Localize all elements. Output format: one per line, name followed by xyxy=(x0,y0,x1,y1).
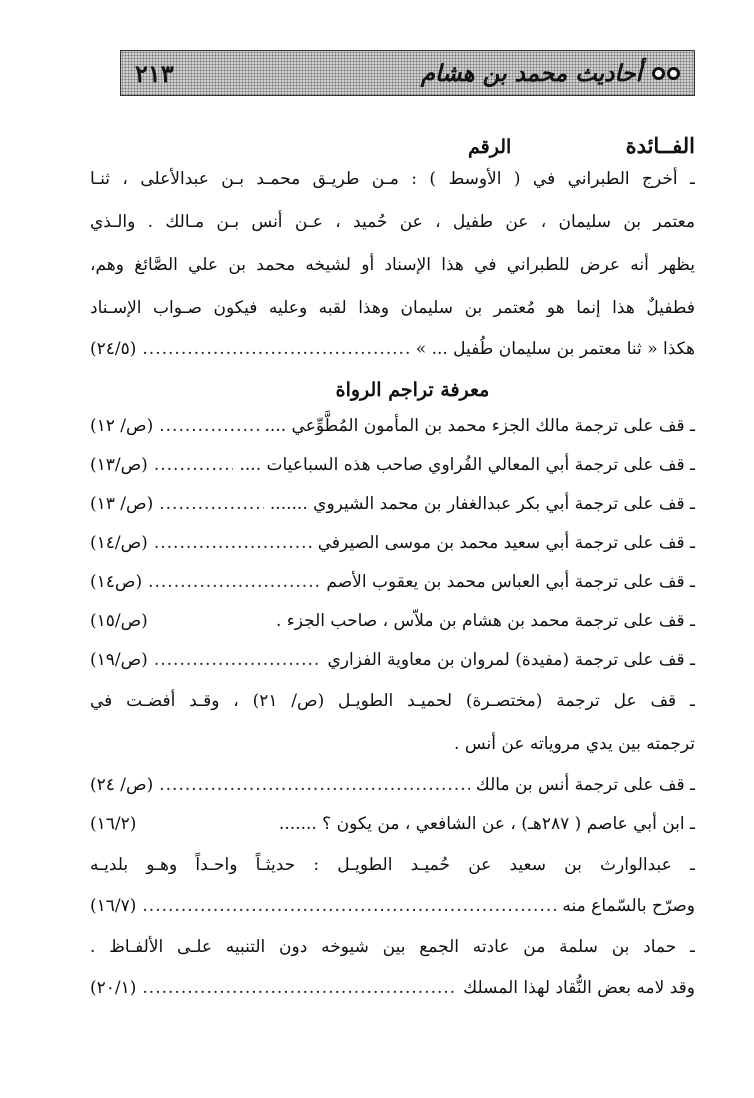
entry-reference: (٢٠/١) xyxy=(90,978,137,998)
index-entry xyxy=(90,524,695,563)
entry-reference: (١٦/٢) xyxy=(90,814,137,834)
entry-warith-line1: ـ عبدالوارث بن سعيد عن حُميـد الطويـل : حديثـاً واحـداً وهـو بلديـه xyxy=(90,855,695,875)
column-headings xyxy=(90,118,695,158)
leader-dots xyxy=(154,446,234,485)
intro-reference: (٢٤/٥) xyxy=(90,339,137,359)
header-title: أحاديث محمد بن هشام xyxy=(420,59,642,87)
entry-reference: (ص/١٩) xyxy=(90,650,148,670)
index-entry xyxy=(90,766,695,805)
leader-dots xyxy=(142,887,556,926)
section-title: معرفة تراجم الرواة xyxy=(335,379,490,401)
page-number: ٢١٣ xyxy=(135,58,174,88)
running-header xyxy=(120,50,695,96)
index-entry xyxy=(90,407,695,446)
entry-text: ـ ابن أبي عاصم ( ٢٨٧هـ) ، عن الشافعي ، من يكون ؟ ....... xyxy=(278,814,695,834)
entry-text: ـ قف على ترجمة أبي سعيد محمد بن موسى الصيرفي xyxy=(317,533,695,553)
leader-dots xyxy=(159,485,264,524)
index-entry xyxy=(90,563,695,602)
heading-number: الرقم xyxy=(468,136,512,158)
ornament-icon xyxy=(652,67,680,80)
index-entry xyxy=(90,805,695,844)
intro-last-text: هكذا « ثنا معتمر بن سليمان طُفيل ... » xyxy=(415,339,695,359)
intro-line: معتمر بن سليمان ، عن طفيل ، عن حُميد ، عـن أنس بـن مـالك . والـذي xyxy=(90,212,695,232)
leader-dots xyxy=(148,563,320,602)
entries-list xyxy=(90,407,695,1008)
entry-hammad-line1: ـ حماد بن سلمة من عادته الجمع بين شيوخه دون التنبيه علـى الألفـاظ . xyxy=(90,937,695,957)
leader-dots xyxy=(142,969,457,1008)
index-entry xyxy=(90,485,695,524)
entry-text: وقد لامه بعض النُّقاد لهذا المسلك xyxy=(463,978,695,998)
index-entry xyxy=(90,887,695,926)
entry-reference: (ص١٤) xyxy=(90,572,143,592)
page-body xyxy=(90,118,695,1008)
heading-benefit: الفــائدة xyxy=(625,133,695,158)
entry-text: ـ قف على ترجمة أبي العباس محمد بن يعقوب الأصم xyxy=(326,572,695,592)
index-entry xyxy=(90,446,695,485)
leader-dots xyxy=(159,407,258,446)
entry-reference: (ص/ ١٢) xyxy=(90,416,154,436)
entry-text: ـ قف على ترجمة (مفيدة) لمروان بن معاوية الفزاري xyxy=(327,650,695,670)
entry-reference: (ص/١٤) xyxy=(90,533,148,553)
entry-text: وصرّح بالسّماع منه xyxy=(562,896,695,916)
index-entry xyxy=(90,641,695,680)
header-title-group xyxy=(421,60,680,87)
intro-line: يظهر أنه عرض للطبراني في هذا الإسناد أو لشيخه محمد بن علي الصَّائغ وهم، xyxy=(90,255,695,275)
intro-line: فطفيلٌ هذا إنما هو مُعتمر بن سليمان وهذا لقبه وعليه فيكون صـواب الإسـناد xyxy=(90,298,695,318)
entry-reference: (ص/ ١٣) xyxy=(90,494,154,514)
intro-paragraph xyxy=(90,158,695,369)
index-entry xyxy=(90,969,695,1008)
entry-reference: (ص/١٥) xyxy=(90,611,148,631)
entry-reference: (ص/ ٢٤) xyxy=(90,775,154,795)
entry-long-line1: ـ قف عل ترجمة (مختصـرة) لحميـد الطويـل (ص/ ٢١) ، وقـد أفضـت في xyxy=(90,691,695,711)
leader-dots xyxy=(154,524,312,563)
intro-last-line xyxy=(90,330,695,369)
intro-line: ـ أخرج الطبراني في ( الأوسط ) : مـن طريـق محمـد بـن عبدالأعلى ، ثنـا xyxy=(90,169,695,189)
leader-dots xyxy=(154,641,322,680)
entry-long-line2: ترجمته بين يدي مروياته عن أنس . xyxy=(454,734,695,754)
leader-dots xyxy=(159,766,470,805)
entry-text: ـ قف على ترجمة أنس بن مالك xyxy=(475,775,695,795)
index-entry xyxy=(90,602,695,641)
entry-text: ـ قف على ترجمة أبي المعالي الفُراوي صاحب هذه السباعيات .... xyxy=(239,455,695,475)
entry-text: ـ قف على ترجمة محمد بن هشام بن ملاّس ، صاحب الجزء . xyxy=(275,611,695,631)
entry-text: ـ قف على ترجمة مالك الجزء محمد بن المأمون المُطَّوِّعي .... xyxy=(264,416,695,436)
entry-text: ـ قف على ترجمة أبي بكر عبدالغفار بن محمد الشيروي ....... xyxy=(269,494,695,514)
leader-dots xyxy=(142,330,409,369)
entry-reference: (١٦/٧) xyxy=(90,896,137,916)
entry-reference: (ص/١٣) xyxy=(90,455,148,475)
